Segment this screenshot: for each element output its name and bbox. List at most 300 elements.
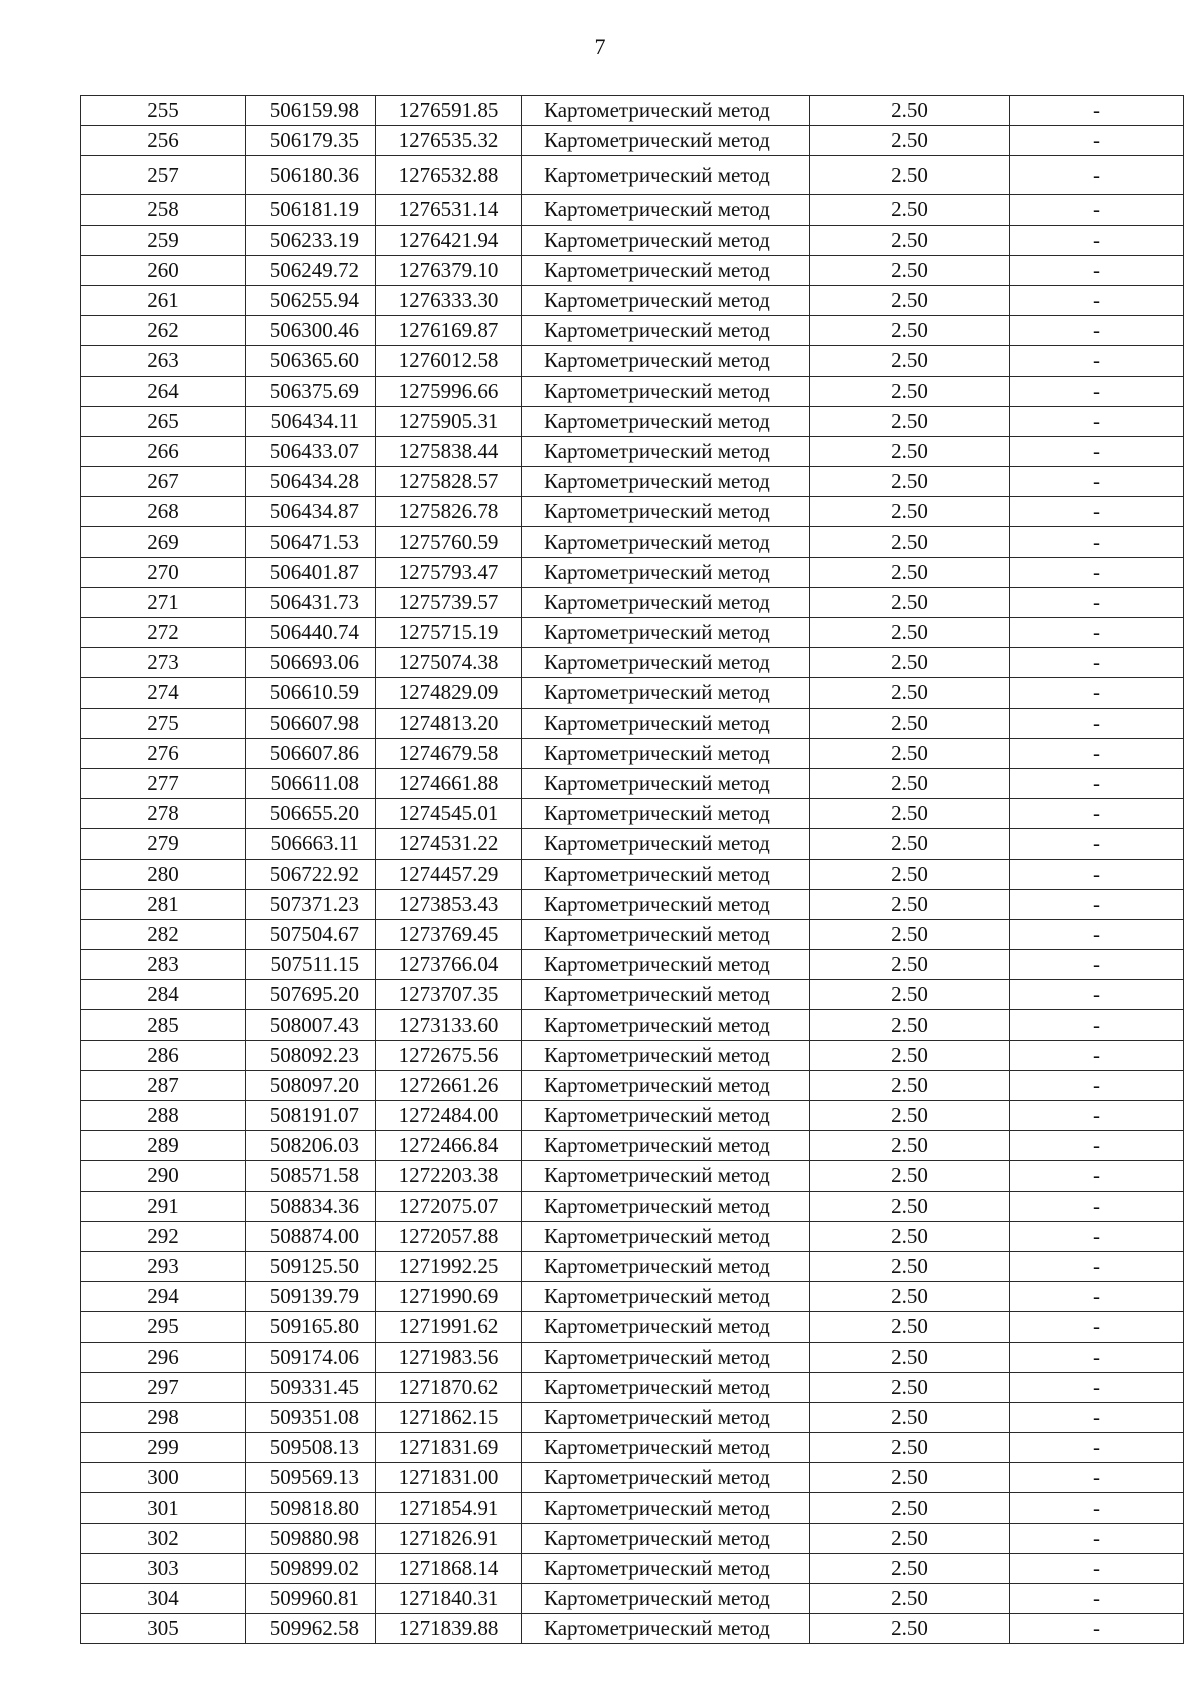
- coordinate-y-cell: 1275905.31: [376, 406, 522, 436]
- description-cell: -: [1010, 829, 1184, 859]
- description-cell: -: [1010, 1342, 1184, 1372]
- accuracy-cell: 2.50: [810, 1312, 1010, 1342]
- accuracy-cell: 2.50: [810, 1433, 1010, 1463]
- description-cell: -: [1010, 980, 1184, 1010]
- point-number-cell: 294: [81, 1282, 246, 1312]
- coordinate-y-cell: 1272466.84: [376, 1131, 522, 1161]
- method-cell: Картометрический метод: [522, 316, 810, 346]
- table-row: [81, 255, 1184, 285]
- method-cell: Картометрический метод: [522, 497, 810, 527]
- method-cell: Картометрический метод: [522, 708, 810, 738]
- point-number-cell: 303: [81, 1553, 246, 1583]
- description-cell: -: [1010, 255, 1184, 285]
- point-number-cell: 259: [81, 225, 246, 255]
- coordinate-x-cell: 508191.07: [246, 1101, 376, 1131]
- coordinate-y-cell: 1276379.10: [376, 255, 522, 285]
- coordinate-y-cell: 1273766.04: [376, 950, 522, 980]
- table-row: [81, 708, 1184, 738]
- method-cell: Картометрический метод: [522, 1463, 810, 1493]
- coordinate-x-cell: 506159.98: [246, 96, 376, 126]
- point-number-cell: 271: [81, 587, 246, 617]
- method-cell: Картометрический метод: [522, 768, 810, 798]
- coordinate-y-cell: 1275793.47: [376, 557, 522, 587]
- table-row: [81, 1161, 1184, 1191]
- description-cell: -: [1010, 1131, 1184, 1161]
- accuracy-cell: 2.50: [810, 1131, 1010, 1161]
- table-row: [81, 285, 1184, 315]
- table-row: [81, 648, 1184, 678]
- coordinate-y-cell: 1274813.20: [376, 708, 522, 738]
- accuracy-cell: 2.50: [810, 678, 1010, 708]
- coordinate-x-cell: 506434.11: [246, 406, 376, 436]
- description-cell: -: [1010, 1101, 1184, 1131]
- table-row: [81, 829, 1184, 859]
- method-cell: Картометрический метод: [522, 829, 810, 859]
- coordinate-y-cell: 1276532.88: [376, 156, 522, 195]
- description-cell: -: [1010, 1251, 1184, 1281]
- table-row: [81, 346, 1184, 376]
- coordinate-x-cell: 509899.02: [246, 1553, 376, 1583]
- accuracy-cell: 2.50: [810, 557, 1010, 587]
- accuracy-cell: 2.50: [810, 497, 1010, 527]
- accuracy-cell: 2.50: [810, 1191, 1010, 1221]
- accuracy-cell: 2.50: [810, 1010, 1010, 1040]
- coordinate-x-cell: 508834.36: [246, 1191, 376, 1221]
- point-number-cell: 283: [81, 950, 246, 980]
- description-cell: -: [1010, 497, 1184, 527]
- coordinate-x-cell: 506179.35: [246, 126, 376, 156]
- method-cell: Картометрический метод: [522, 980, 810, 1010]
- method-cell: Картометрический метод: [522, 255, 810, 285]
- coordinate-x-cell: 506300.46: [246, 316, 376, 346]
- description-cell: -: [1010, 376, 1184, 406]
- table-row: [81, 1282, 1184, 1312]
- coordinate-x-cell: 506375.69: [246, 376, 376, 406]
- method-cell: Картометрический метод: [522, 1070, 810, 1100]
- accuracy-cell: 2.50: [810, 1553, 1010, 1583]
- table-row: [81, 1312, 1184, 1342]
- table-row: [81, 1463, 1184, 1493]
- point-number-cell: 291: [81, 1191, 246, 1221]
- table-row: [81, 1101, 1184, 1131]
- accuracy-cell: 2.50: [810, 126, 1010, 156]
- coordinate-x-cell: 506607.98: [246, 708, 376, 738]
- method-cell: Картометрический метод: [522, 126, 810, 156]
- point-number-cell: 277: [81, 768, 246, 798]
- description-cell: -: [1010, 799, 1184, 829]
- accuracy-cell: 2.50: [810, 1614, 1010, 1644]
- method-cell: Картометрический метод: [522, 1282, 810, 1312]
- point-number-cell: 301: [81, 1493, 246, 1523]
- accuracy-cell: 2.50: [810, 346, 1010, 376]
- coordinate-x-cell: 508097.20: [246, 1070, 376, 1100]
- method-cell: Картометрический метод: [522, 738, 810, 768]
- accuracy-cell: 2.50: [810, 1523, 1010, 1553]
- description-cell: -: [1010, 1282, 1184, 1312]
- accuracy-cell: 2.50: [810, 156, 1010, 195]
- point-number-cell: 280: [81, 859, 246, 889]
- description-cell: -: [1010, 1493, 1184, 1523]
- coordinate-x-cell: 509818.80: [246, 1493, 376, 1523]
- point-number-cell: 267: [81, 467, 246, 497]
- description-cell: -: [1010, 557, 1184, 587]
- table-body: [81, 96, 1184, 1644]
- coordinate-y-cell: 1275715.19: [376, 618, 522, 648]
- table-row: [81, 126, 1184, 156]
- table-row: [81, 1191, 1184, 1221]
- point-number-cell: 295: [81, 1312, 246, 1342]
- coordinate-x-cell: 507695.20: [246, 980, 376, 1010]
- accuracy-cell: 2.50: [810, 527, 1010, 557]
- method-cell: Картометрический метод: [522, 467, 810, 497]
- coordinate-x-cell: 506255.94: [246, 285, 376, 315]
- table-row: [81, 557, 1184, 587]
- method-cell: Картометрический метод: [522, 587, 810, 617]
- description-cell: -: [1010, 1402, 1184, 1432]
- coordinate-y-cell: 1273707.35: [376, 980, 522, 1010]
- table-row: [81, 1040, 1184, 1070]
- method-cell: Картометрический метод: [522, 376, 810, 406]
- coordinate-x-cell: 506181.19: [246, 195, 376, 225]
- description-cell: -: [1010, 1553, 1184, 1583]
- description-cell: -: [1010, 436, 1184, 466]
- method-cell: Картометрический метод: [522, 406, 810, 436]
- coordinate-x-cell: 506431.73: [246, 587, 376, 617]
- method-cell: Картометрический метод: [522, 678, 810, 708]
- method-cell: Картометрический метод: [522, 1040, 810, 1070]
- method-cell: Картометрический метод: [522, 1402, 810, 1432]
- coordinate-y-cell: 1274679.58: [376, 738, 522, 768]
- point-number-cell: 265: [81, 406, 246, 436]
- accuracy-cell: 2.50: [810, 316, 1010, 346]
- table-row: [81, 1251, 1184, 1281]
- method-cell: Картометрический метод: [522, 1191, 810, 1221]
- point-number-cell: 292: [81, 1221, 246, 1251]
- table-row: [81, 1372, 1184, 1402]
- coordinate-y-cell: 1271839.88: [376, 1614, 522, 1644]
- coordinate-x-cell: 506663.11: [246, 829, 376, 859]
- accuracy-cell: 2.50: [810, 1221, 1010, 1251]
- accuracy-cell: 2.50: [810, 195, 1010, 225]
- coordinate-x-cell: 506722.92: [246, 859, 376, 889]
- accuracy-cell: 2.50: [810, 1040, 1010, 1070]
- description-cell: -: [1010, 1161, 1184, 1191]
- coordinate-y-cell: 1275838.44: [376, 436, 522, 466]
- description-cell: -: [1010, 225, 1184, 255]
- method-cell: Картометрический метод: [522, 346, 810, 376]
- coordinate-y-cell: 1271992.25: [376, 1251, 522, 1281]
- coordinate-x-cell: 509165.80: [246, 1312, 376, 1342]
- coordinate-x-cell: 509962.58: [246, 1614, 376, 1644]
- description-cell: -: [1010, 708, 1184, 738]
- method-cell: Картометрический метод: [522, 1101, 810, 1131]
- method-cell: Картометрический метод: [522, 919, 810, 949]
- coordinate-y-cell: 1271990.69: [376, 1282, 522, 1312]
- coordinate-y-cell: 1275828.57: [376, 467, 522, 497]
- table-row: [81, 738, 1184, 768]
- accuracy-cell: 2.50: [810, 648, 1010, 678]
- point-number-cell: 282: [81, 919, 246, 949]
- coordinate-x-cell: 508206.03: [246, 1131, 376, 1161]
- coordinate-x-cell: 509960.81: [246, 1584, 376, 1614]
- point-number-cell: 293: [81, 1251, 246, 1281]
- table-row: [81, 1402, 1184, 1432]
- table-row: [81, 889, 1184, 919]
- accuracy-cell: 2.50: [810, 768, 1010, 798]
- accuracy-cell: 2.50: [810, 799, 1010, 829]
- point-number-cell: 273: [81, 648, 246, 678]
- coordinate-y-cell: 1272203.38: [376, 1161, 522, 1191]
- coordinate-y-cell: 1272484.00: [376, 1101, 522, 1131]
- method-cell: Картометрический метод: [522, 96, 810, 126]
- method-cell: Картометрический метод: [522, 1372, 810, 1402]
- coordinate-x-cell: 506611.08: [246, 768, 376, 798]
- method-cell: Картометрический метод: [522, 1614, 810, 1644]
- point-number-cell: 275: [81, 708, 246, 738]
- point-number-cell: 305: [81, 1614, 246, 1644]
- point-number-cell: 270: [81, 557, 246, 587]
- accuracy-cell: 2.50: [810, 255, 1010, 285]
- accuracy-cell: 2.50: [810, 436, 1010, 466]
- method-cell: Картометрический метод: [522, 1553, 810, 1583]
- coordinate-x-cell: 508007.43: [246, 1010, 376, 1040]
- description-cell: -: [1010, 1221, 1184, 1251]
- point-number-cell: 278: [81, 799, 246, 829]
- coordinate-x-cell: 506434.87: [246, 497, 376, 527]
- coordinate-x-cell: 509174.06: [246, 1342, 376, 1372]
- description-cell: -: [1010, 1191, 1184, 1221]
- table-row: [81, 1342, 1184, 1372]
- table-row: [81, 950, 1184, 980]
- accuracy-cell: 2.50: [810, 708, 1010, 738]
- coordinate-y-cell: 1273853.43: [376, 889, 522, 919]
- description-cell: -: [1010, 889, 1184, 919]
- table-row: [81, 96, 1184, 126]
- point-number-cell: 257: [81, 156, 246, 195]
- point-number-cell: 276: [81, 738, 246, 768]
- coordinate-x-cell: 507511.15: [246, 950, 376, 980]
- coordinate-y-cell: 1272661.26: [376, 1070, 522, 1100]
- coordinate-y-cell: 1271983.56: [376, 1342, 522, 1372]
- coordinate-y-cell: 1274829.09: [376, 678, 522, 708]
- coordinate-x-cell: 506440.74: [246, 618, 376, 648]
- table-row: [81, 195, 1184, 225]
- point-number-cell: 300: [81, 1463, 246, 1493]
- point-number-cell: 284: [81, 980, 246, 1010]
- coordinate-x-cell: 507371.23: [246, 889, 376, 919]
- table-row: [81, 406, 1184, 436]
- method-cell: Картометрический метод: [522, 225, 810, 255]
- coordinate-x-cell: 506693.06: [246, 648, 376, 678]
- description-cell: -: [1010, 950, 1184, 980]
- method-cell: Картометрический метод: [522, 859, 810, 889]
- accuracy-cell: 2.50: [810, 225, 1010, 255]
- coordinate-x-cell: 509508.13: [246, 1433, 376, 1463]
- coordinate-x-cell: 506180.36: [246, 156, 376, 195]
- coordinate-x-cell: 506471.53: [246, 527, 376, 557]
- coordinate-y-cell: 1275996.66: [376, 376, 522, 406]
- method-cell: Картометрический метод: [522, 436, 810, 466]
- point-number-cell: 287: [81, 1070, 246, 1100]
- coordinate-y-cell: 1271870.62: [376, 1372, 522, 1402]
- description-cell: -: [1010, 126, 1184, 156]
- coordinate-y-cell: 1273133.60: [376, 1010, 522, 1040]
- coordinate-x-cell: 506434.28: [246, 467, 376, 497]
- accuracy-cell: 2.50: [810, 406, 1010, 436]
- description-cell: -: [1010, 1010, 1184, 1040]
- method-cell: Картометрический метод: [522, 618, 810, 648]
- point-number-cell: 279: [81, 829, 246, 859]
- coordinate-y-cell: 1275074.38: [376, 648, 522, 678]
- coordinate-y-cell: 1272075.07: [376, 1191, 522, 1221]
- description-cell: -: [1010, 1040, 1184, 1070]
- method-cell: Картометрический метод: [522, 1251, 810, 1281]
- method-cell: Картометрический метод: [522, 950, 810, 980]
- method-cell: Картометрический метод: [522, 1161, 810, 1191]
- page-number: 7: [594, 34, 606, 59]
- coordinate-x-cell: 509880.98: [246, 1523, 376, 1553]
- point-number-cell: 286: [81, 1040, 246, 1070]
- description-cell: -: [1010, 1312, 1184, 1342]
- point-number-cell: 302: [81, 1523, 246, 1553]
- coordinate-x-cell: 509331.45: [246, 1372, 376, 1402]
- coordinate-x-cell: 506655.20: [246, 799, 376, 829]
- accuracy-cell: 2.50: [810, 587, 1010, 617]
- method-cell: Картометрический метод: [522, 1433, 810, 1463]
- accuracy-cell: 2.50: [810, 1070, 1010, 1100]
- accuracy-cell: 2.50: [810, 1584, 1010, 1614]
- coordinate-x-cell: 506249.72: [246, 255, 376, 285]
- point-number-cell: 272: [81, 618, 246, 648]
- point-number-cell: 258: [81, 195, 246, 225]
- point-number-cell: 281: [81, 889, 246, 919]
- description-cell: -: [1010, 648, 1184, 678]
- coordinate-y-cell: 1274457.29: [376, 859, 522, 889]
- description-cell: -: [1010, 678, 1184, 708]
- accuracy-cell: 2.50: [810, 1282, 1010, 1312]
- table-row: [81, 1614, 1184, 1644]
- coordinate-x-cell: 507504.67: [246, 919, 376, 949]
- coordinate-y-cell: 1273769.45: [376, 919, 522, 949]
- accuracy-cell: 2.50: [810, 96, 1010, 126]
- point-number-cell: 297: [81, 1372, 246, 1402]
- accuracy-cell: 2.50: [810, 738, 1010, 768]
- table-row: [81, 436, 1184, 466]
- description-cell: -: [1010, 1070, 1184, 1100]
- table-row: [81, 859, 1184, 889]
- coordinate-y-cell: 1271854.91: [376, 1493, 522, 1523]
- accuracy-cell: 2.50: [810, 1251, 1010, 1281]
- coordinate-y-cell: 1276535.32: [376, 126, 522, 156]
- point-number-cell: 274: [81, 678, 246, 708]
- point-number-cell: 262: [81, 316, 246, 346]
- table-row: [81, 316, 1184, 346]
- description-cell: -: [1010, 346, 1184, 376]
- coordinate-x-cell: 506233.19: [246, 225, 376, 255]
- table-row: [81, 1070, 1184, 1100]
- table-row: [81, 678, 1184, 708]
- accuracy-cell: 2.50: [810, 1493, 1010, 1523]
- coordinate-y-cell: 1271840.31: [376, 1584, 522, 1614]
- coordinate-x-cell: 509139.79: [246, 1282, 376, 1312]
- point-number-cell: 289: [81, 1131, 246, 1161]
- accuracy-cell: 2.50: [810, 1463, 1010, 1493]
- description-cell: -: [1010, 195, 1184, 225]
- description-cell: -: [1010, 1433, 1184, 1463]
- point-number-cell: 266: [81, 436, 246, 466]
- point-number-cell: 260: [81, 255, 246, 285]
- description-cell: -: [1010, 919, 1184, 949]
- table-row: [81, 768, 1184, 798]
- table-row: [81, 225, 1184, 255]
- accuracy-cell: 2.50: [810, 467, 1010, 497]
- description-cell: -: [1010, 1584, 1184, 1614]
- coordinate-y-cell: 1271991.62: [376, 1312, 522, 1342]
- point-number-cell: 256: [81, 126, 246, 156]
- coordinate-y-cell: 1275739.57: [376, 587, 522, 617]
- point-number-cell: 268: [81, 497, 246, 527]
- coordinate-x-cell: 506607.86: [246, 738, 376, 768]
- coordinate-x-cell: 508874.00: [246, 1221, 376, 1251]
- coordinate-x-cell: 506610.59: [246, 678, 376, 708]
- method-cell: Картометрический метод: [522, 1523, 810, 1553]
- coordinate-y-cell: 1275760.59: [376, 527, 522, 557]
- point-number-cell: 285: [81, 1010, 246, 1040]
- table-row: [81, 587, 1184, 617]
- point-number-cell: 263: [81, 346, 246, 376]
- coordinate-y-cell: 1272675.56: [376, 1040, 522, 1070]
- description-cell: -: [1010, 527, 1184, 557]
- method-cell: Картометрический метод: [522, 1221, 810, 1251]
- description-cell: -: [1010, 1372, 1184, 1402]
- description-cell: -: [1010, 618, 1184, 648]
- point-number-cell: 298: [81, 1402, 246, 1432]
- method-cell: Картометрический метод: [522, 1131, 810, 1161]
- description-cell: -: [1010, 316, 1184, 346]
- accuracy-cell: 2.50: [810, 1101, 1010, 1131]
- point-number-cell: 288: [81, 1101, 246, 1131]
- description-cell: -: [1010, 467, 1184, 497]
- point-number-cell: 290: [81, 1161, 246, 1191]
- coordinate-y-cell: 1271831.69: [376, 1433, 522, 1463]
- method-cell: Картометрический метод: [522, 1584, 810, 1614]
- method-cell: Картометрический метод: [522, 1342, 810, 1372]
- table-row: [81, 376, 1184, 406]
- coordinate-y-cell: 1271831.00: [376, 1463, 522, 1493]
- table-row: [81, 467, 1184, 497]
- point-number-cell: 261: [81, 285, 246, 315]
- accuracy-cell: 2.50: [810, 1372, 1010, 1402]
- point-number-cell: 296: [81, 1342, 246, 1372]
- coordinate-y-cell: 1276333.30: [376, 285, 522, 315]
- coordinate-x-cell: 506401.87: [246, 557, 376, 587]
- accuracy-cell: 2.50: [810, 376, 1010, 406]
- table-row: [81, 980, 1184, 1010]
- coordinate-y-cell: 1272057.88: [376, 1221, 522, 1251]
- coordinate-x-cell: 506365.60: [246, 346, 376, 376]
- coordinate-y-cell: 1271826.91: [376, 1523, 522, 1553]
- table-row: [81, 1131, 1184, 1161]
- description-cell: -: [1010, 406, 1184, 436]
- coordinate-y-cell: 1276012.58: [376, 346, 522, 376]
- table-row: [81, 1523, 1184, 1553]
- method-cell: Картометрический метод: [522, 1010, 810, 1040]
- coordinate-y-cell: 1275826.78: [376, 497, 522, 527]
- accuracy-cell: 2.50: [810, 980, 1010, 1010]
- table-row: [81, 799, 1184, 829]
- accuracy-cell: 2.50: [810, 1161, 1010, 1191]
- coordinate-y-cell: 1276421.94: [376, 225, 522, 255]
